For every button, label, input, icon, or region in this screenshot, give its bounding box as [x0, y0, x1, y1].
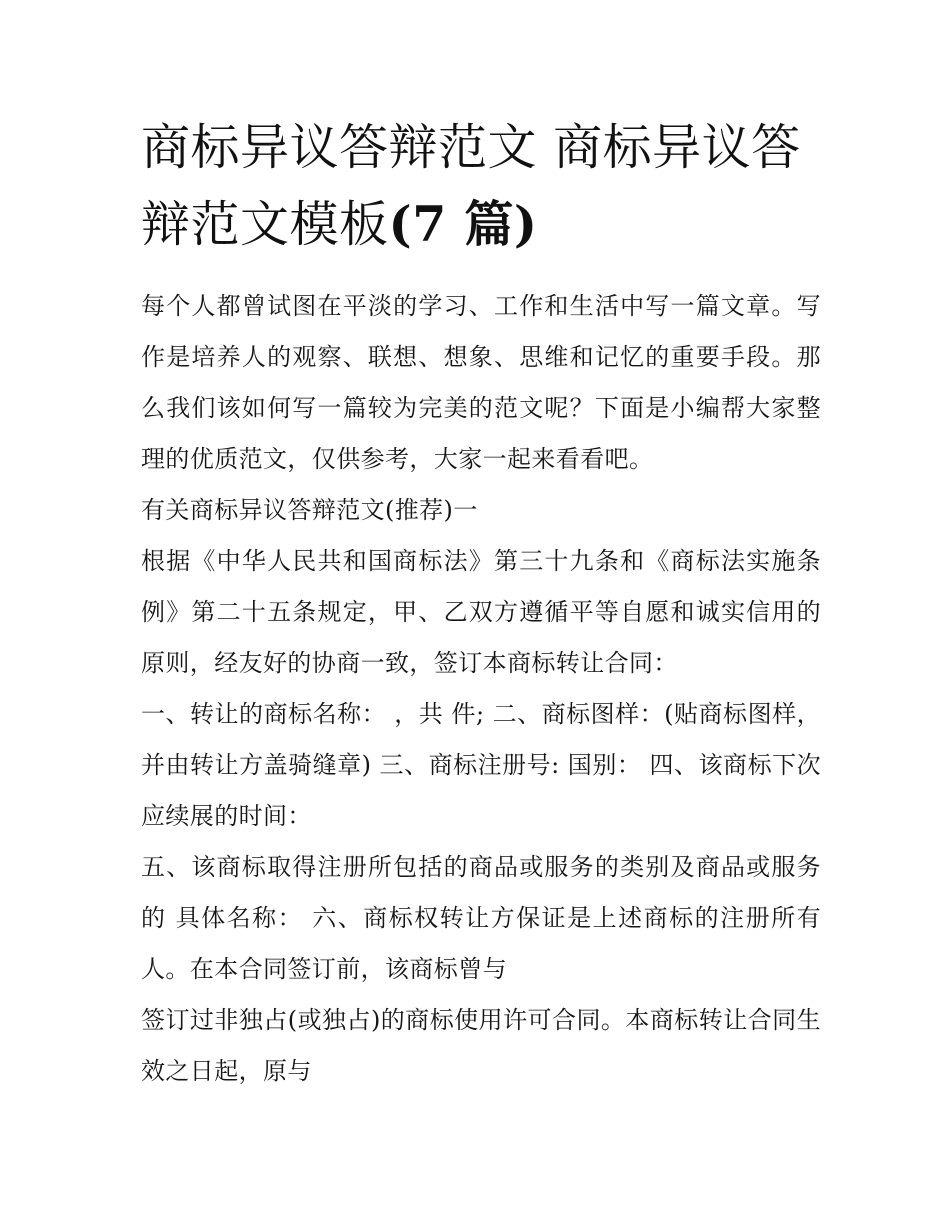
intro-paragraph: 每个人都曾试图在平淡的学习、工作和生活中写一篇文章。写作是培养人的观察、联想、想象、思维和记忆的重要手段。那么我们该如何写一篇较为完美的范文呢？下面是小编帮大家整理的优质范文，仅供参考，大家一起来看看吧。: [141, 292, 821, 473]
title-main-text: 商标异议答辩范文 商标异议答辩范文模板: [141, 119, 801, 253]
contract-clause-paragraph: 签订过非独占(或独占)的商标使用许可合同。本商标转让合同生效之日起，原与: [141, 1006, 821, 1085]
contract-preamble-paragraph: 根据《中华人民共和国商标法》第三十九条和《商标法实施条例》第二十五条规定，甲、乙双方遵循平等自愿和诚实信用的原则，经友好的协商一致，签订本商标转让合同：: [141, 547, 821, 677]
title-count-text: (7 篇): [388, 195, 538, 253]
contract-clause-paragraph: 一、转让的商标名称： ，共 件; 二、商标图样：(贴商标图样，并由转让方盖骑缝章) 三、商标注册号: 国别： 四、该商标下次应续展的时间：: [141, 700, 821, 830]
document-title: [141, 110, 821, 263]
document-body: [141, 281, 821, 1097]
document-content: [141, 110, 821, 1097]
section-heading: 有关商标异议答辩范文(推荐)一: [141, 496, 478, 524]
contract-clause-paragraph: 五、该商标取得注册所包括的商品或服务的类别及商品或服务的 具体名称： 六、商标权转让方保证是上述商标的注册所有人。在本合同签订前，该商标曾与: [141, 853, 821, 983]
